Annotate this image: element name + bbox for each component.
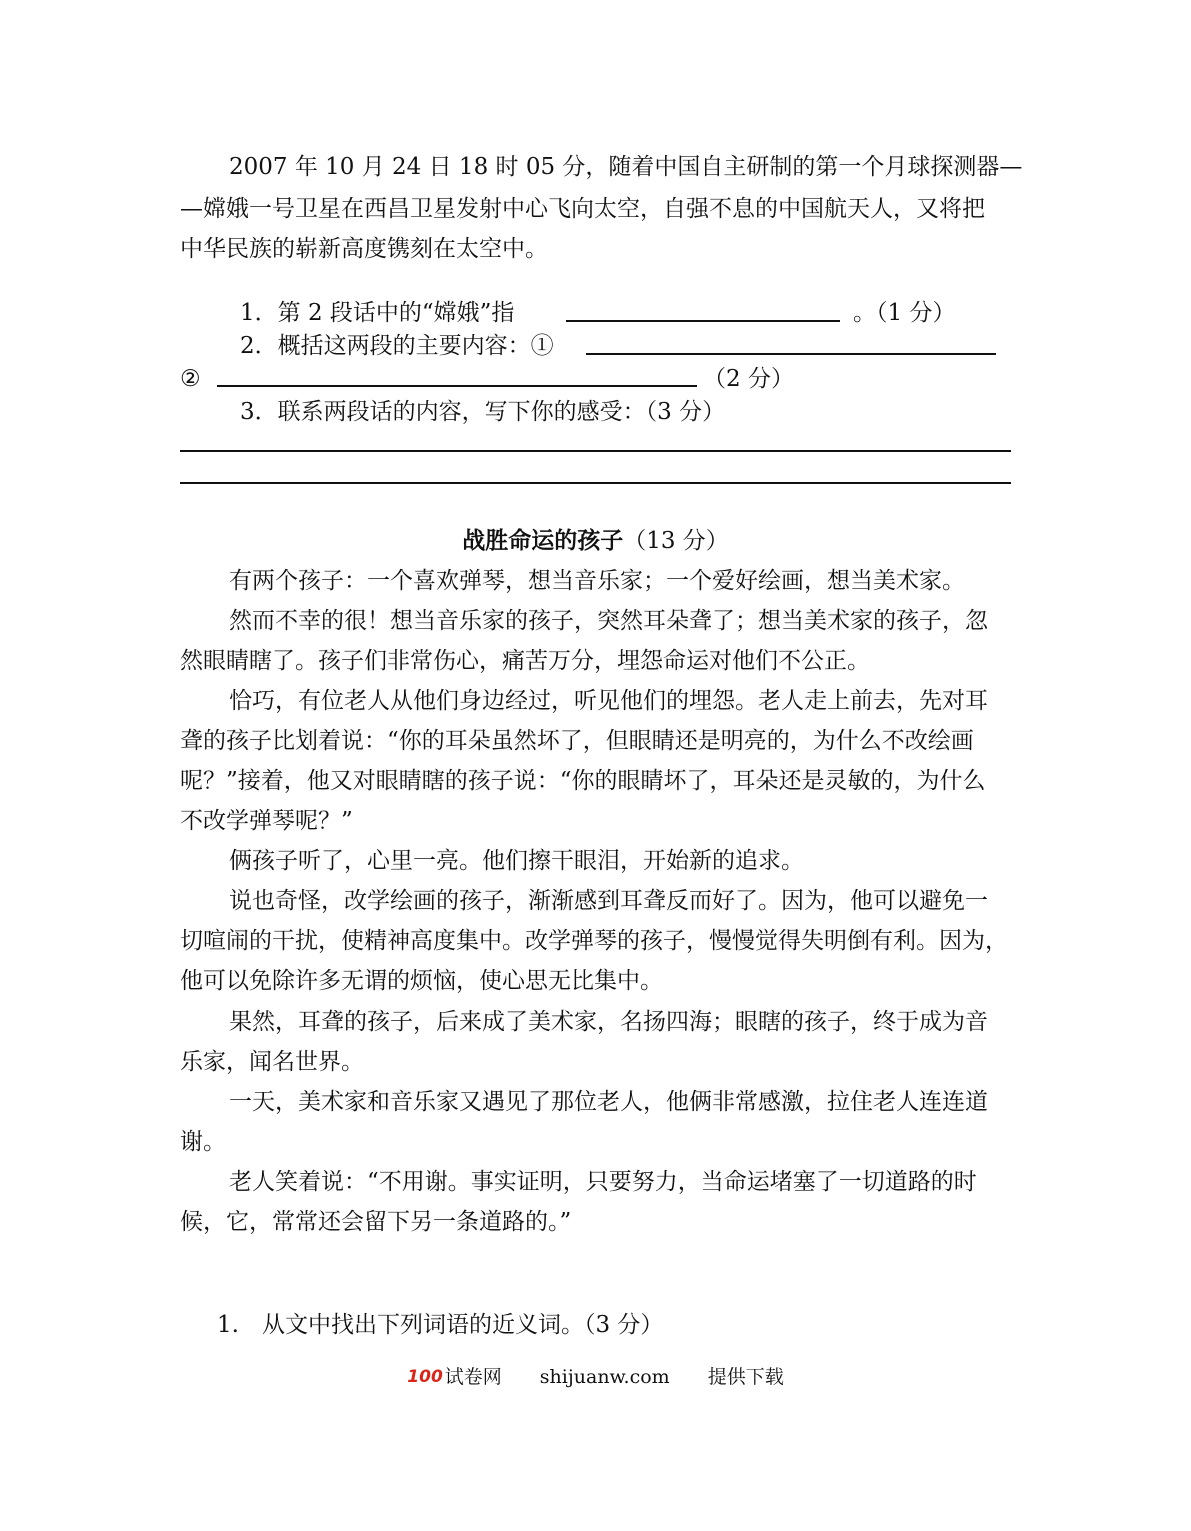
question-2-marker: ② <box>180 366 201 392</box>
footer <box>0 1362 1191 1392</box>
story-title-score: （13 分） <box>623 528 729 554</box>
story-line: 候，它，常常还会留下另一条道路的。” <box>180 1209 572 1235</box>
passage-line: —嫦娥一号卫星在西昌卫星发射中心飞向太空，自强不息的中国航天人，又将把 <box>180 196 985 222</box>
story-line: 俩孩子听了，心里一亮。他们擦干眼泪，开始新的追求。 <box>229 848 804 874</box>
story-line: 说也奇怪，改学绘画的孩子，渐渐感到耳聋反而好了。因为，他可以避免一 <box>229 888 988 914</box>
answer-blank[interactable] <box>217 385 697 387</box>
passage-line: 2007 年 10 月 24 日 18 时 05 分，随着中国自主研制的第一个月球探测器— <box>229 154 1023 180</box>
question-3-prompt: 3．联系两段话的内容，写下你的感受：（3 分） <box>240 399 726 425</box>
answer-blank[interactable] <box>586 353 996 355</box>
story-line: 切喧闹的干扰，使精神高度集中。改学弹琴的孩子，慢慢觉得失明倒有利。因为， <box>180 928 1008 954</box>
story-line: 果然，耳聋的孩子，后来成了美术家，名扬四海；眼瞎的孩子，终于成为音 <box>229 1009 988 1035</box>
story-line: 谢。 <box>180 1129 226 1155</box>
answer-blank[interactable] <box>566 320 840 322</box>
question-2-score: （2 分） <box>703 366 794 392</box>
story-line: 然眼睛瞎了。孩子们非常伤心，痛苦万分，埋怨命运对他们不公正。 <box>180 648 870 674</box>
story-line: 呢？”接着，他又对眼睛瞎的孩子说：“你的眼睛坏了，耳朵还是灵敏的，为什么 <box>180 768 986 794</box>
story-line: 不改学弹琴呢？” <box>180 808 353 834</box>
passage-line: 中华民族的崭新高度镌刻在太空中。 <box>180 236 548 262</box>
answer-line[interactable] <box>180 450 1011 452</box>
story-title-text: 战胜命运的孩子 <box>462 527 624 554</box>
site-domain[interactable]: shijuanw.com <box>539 1366 670 1388</box>
question-1-score: 。（1 分） <box>853 300 956 326</box>
story-line: 乐家，闻名世界。 <box>180 1049 364 1075</box>
site-logo: 100 <box>407 1367 443 1387</box>
question-2-prompt: 2．概括这两段的主要内容：① <box>240 333 554 359</box>
question-1-prompt: 1．第 2 段话中的“嫦娥”指 <box>240 300 515 326</box>
story-line: 一天，美术家和音乐家又遇见了那位老人，他俩非常感激，拉住老人连连道 <box>229 1089 988 1115</box>
story-line: 恰巧，有位老人从他们身边经过，听见他们的埋怨。老人走上前去，先对耳 <box>229 688 988 714</box>
question-synonyms: 1. 从文中找出下列词语的近义词。（3 分） <box>217 1312 664 1338</box>
story-title <box>0 521 1191 561</box>
story-line: 聋的孩子比划着说：“你的耳朵虽然坏了，但眼睛还是明亮的，为什么不改绘画 <box>180 728 974 754</box>
story-line: 他可以免除许多无谓的烦恼，使心思无比集中。 <box>180 968 663 994</box>
answer-line[interactable] <box>180 482 1011 484</box>
story-line: 有两个孩子：一个喜欢弹琴，想当音乐家；一个爱好绘画，想当美术家。 <box>229 568 965 594</box>
story-line: 然而不幸的很！想当音乐家的孩子，突然耳朵聋了；想当美术家的孩子，忽 <box>229 608 988 634</box>
site-name: 试卷网 <box>444 1366 502 1388</box>
download-note: 提供下载 <box>707 1366 784 1388</box>
story-line: 老人笑着说：“不用谢。事实证明，只要努力，当命运堵塞了一切道路的时 <box>229 1169 977 1195</box>
